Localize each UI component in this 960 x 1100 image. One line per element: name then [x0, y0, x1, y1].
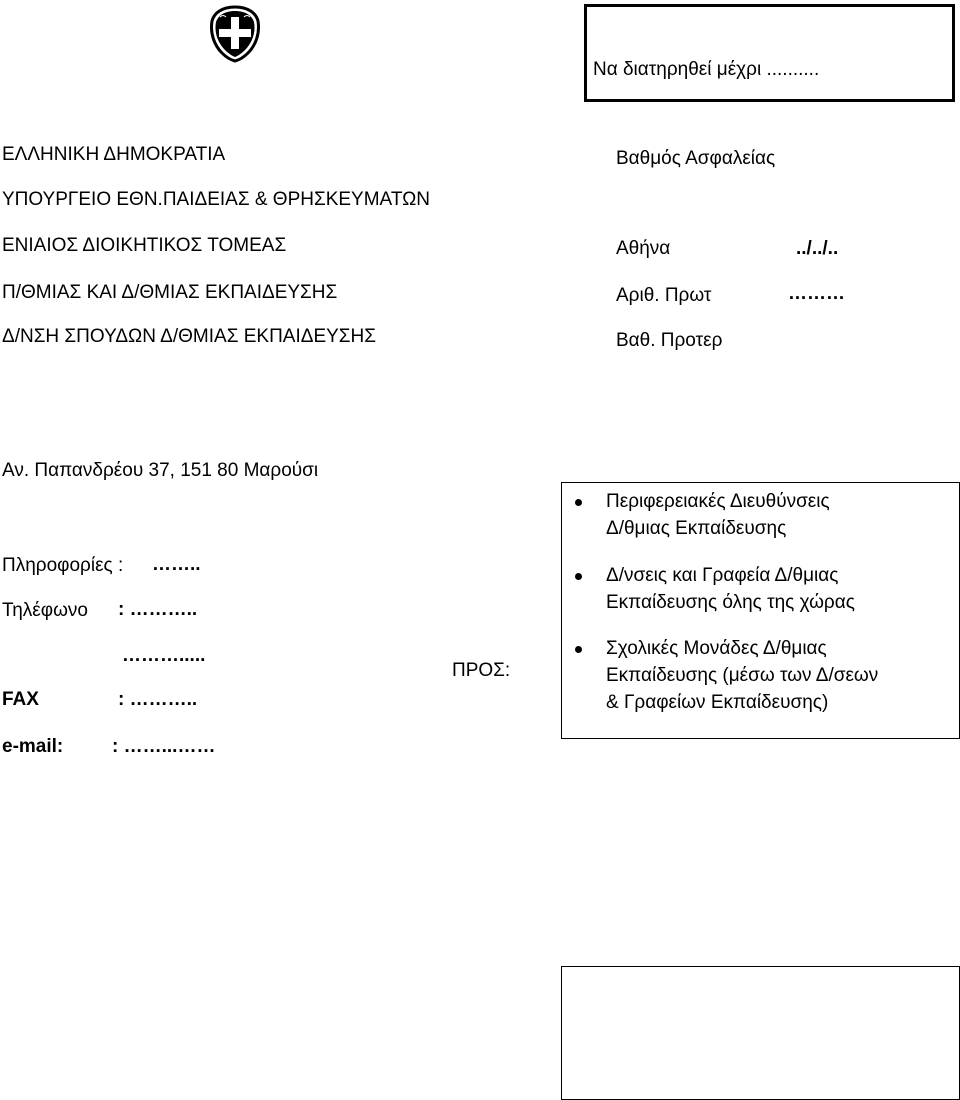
security-level-label: Βαθμός Ασφαλείας	[616, 148, 776, 169]
ministry-line-3: ΕΝΙΑΙΟΣ ΔΙΟΙΚΗΤΙΚΟΣ ΤΟΜΕΑΣ	[2, 235, 287, 256]
recipients-box	[561, 482, 960, 739]
date-value: ../../..	[796, 238, 839, 259]
recipient-line: Περιφερειακές Διευθύνσεις	[606, 491, 830, 512]
greek-emblem-icon	[204, 3, 266, 65]
recipient-line: Εκπαίδευσης (μέσω των Δ/σεων	[606, 665, 879, 686]
phone-value-2: ……….....	[122, 645, 206, 666]
empty-bottom-box	[561, 966, 960, 1100]
ministry-line-5: Δ/ΝΣΗ ΣΠΟΥΔΩΝ Δ/ΘΜΙΑΣ ΕΚΠΑΙΔΕΥΣΗΣ	[2, 326, 376, 347]
phone-label: Τηλέφωνο	[2, 600, 88, 621]
retention-label: Να διατηρηθεί μέχρι ..........	[593, 59, 820, 80]
athens-label: Αθήνα	[616, 238, 671, 259]
recipient-line: Εκπαίδευσης όλης της χώρας	[606, 592, 855, 613]
info-label: Πληροφορίες :	[2, 555, 124, 576]
email-value: : ……...……	[112, 736, 216, 757]
protocol-value: ………	[788, 283, 845, 304]
email-label: e-mail:	[2, 736, 64, 757]
recipient-line: Δ/θμιας Εκπαίδευσης	[606, 518, 787, 539]
recipient-line: Σχολικές Μονάδες Δ/θμιας	[606, 638, 827, 659]
ministry-line-4: Π/ΘΜΙΑΣ ΚΑΙ Δ/ΘΜΙΑΣ ΕΚΠΑΙΔΕΥΣΗΣ	[2, 282, 338, 303]
protocol-label: Αριθ. Πρωτ	[616, 285, 712, 306]
address-line: Αν. Παπανδρέου 37, 151 80 Μαρούσι	[2, 460, 319, 481]
recipient-line: Δ/νσεις και Γραφεία Δ/θμιας	[606, 565, 839, 586]
fax-value: : ………..	[118, 689, 198, 710]
bullet-icon	[575, 573, 582, 580]
info-value: ……..	[152, 554, 201, 575]
retention-box	[584, 4, 955, 102]
bullet-icon	[575, 499, 582, 506]
fax-label: FAX	[2, 689, 39, 710]
priority-label: Βαθ. Προτερ	[616, 330, 723, 351]
phone-value: : ………..	[118, 599, 198, 620]
recipient-line: & Γραφείων Εκπαίδευσης)	[606, 692, 829, 713]
bullet-icon	[575, 646, 582, 653]
to-label: ΠΡΟΣ:	[452, 660, 511, 681]
ministry-line-2: ΥΠΟΥΡΓΕΙΟ ΕΘΝ.ΠΑΙΔΕΙΑΣ & ΘΡΗΣΚΕΥΜΑΤΩΝ	[2, 189, 431, 210]
ministry-line-1: ΕΛΛΗΝΙΚΗ ΔΗΜΟΚΡΑΤΙΑ	[2, 144, 226, 165]
